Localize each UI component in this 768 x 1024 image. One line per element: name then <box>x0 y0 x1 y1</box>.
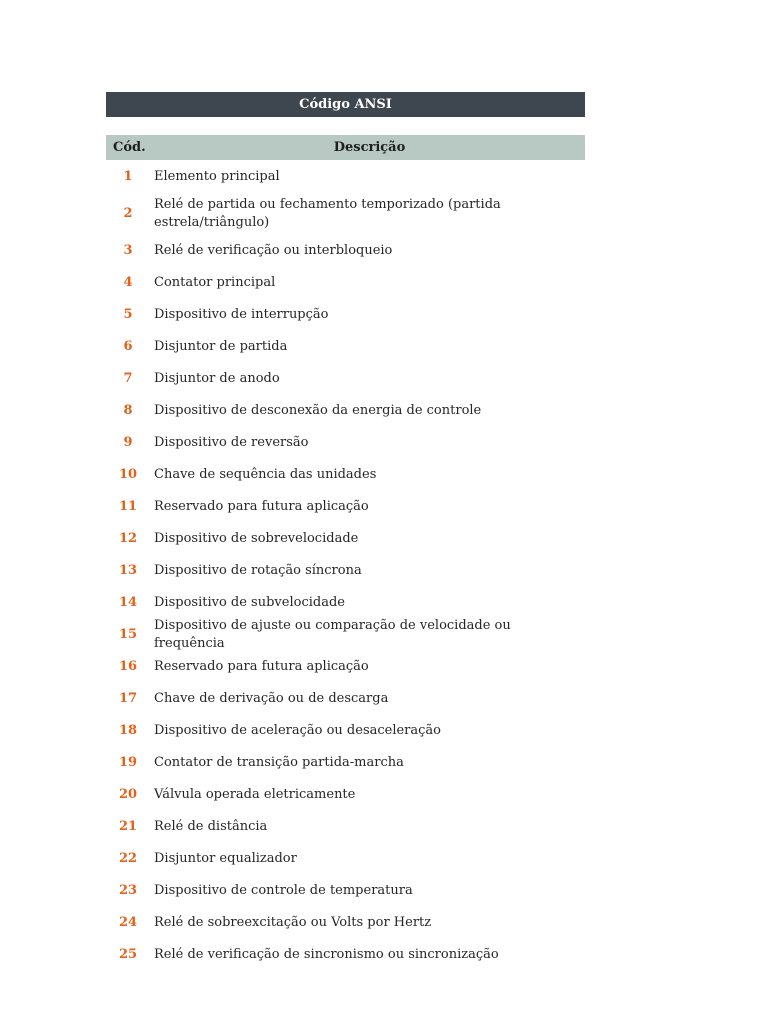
row-code: 24 <box>118 915 138 930</box>
row-description: Reservado para futura aplicação <box>154 499 369 514</box>
row-code: 15 <box>118 627 138 642</box>
row-code: 14 <box>118 595 138 610</box>
row-description: Chave de sequência das unidades <box>154 467 377 482</box>
table-row <box>106 459 585 491</box>
row-code: 18 <box>118 723 138 738</box>
row-code: 10 <box>118 467 138 482</box>
row-code: 25 <box>118 947 138 962</box>
row-description: Contator de transição partida-marcha <box>154 755 404 770</box>
table-row <box>106 267 585 299</box>
row-description: Chave de derivação ou de descarga <box>154 691 389 706</box>
row-code: 2 <box>123 206 133 221</box>
row-code: 7 <box>123 371 133 386</box>
table-row <box>106 683 585 715</box>
row-description: Dispositivo de reversão <box>154 435 309 450</box>
table-row <box>106 619 585 651</box>
row-description: Relé de distância <box>154 819 268 834</box>
row-description: Relé de verificação de sincronismo ou sincronização <box>154 947 499 962</box>
table-row <box>106 875 585 907</box>
table-row <box>106 363 585 395</box>
table-row <box>106 427 585 459</box>
table-row <box>106 331 585 363</box>
row-code: 21 <box>118 819 138 834</box>
table-row <box>106 811 585 843</box>
row-description: Relé de partida ou fechamento temporizado (partida estrela/triângulo) <box>154 197 501 230</box>
row-code: 8 <box>123 403 133 418</box>
table-row <box>106 555 585 587</box>
row-code: 17 <box>118 691 138 706</box>
table-body <box>106 161 585 971</box>
table-row <box>106 939 585 971</box>
row-description: Relé de verificação ou interbloqueio <box>154 243 393 258</box>
table-row <box>106 299 585 331</box>
row-description: Dispositivo de desconexão da energia de controle <box>154 403 482 418</box>
table-row <box>106 491 585 523</box>
table-title: Código ANSI <box>106 92 585 117</box>
row-description: Disjuntor de partida <box>154 339 288 354</box>
row-code: 4 <box>123 275 133 290</box>
table-row <box>106 747 585 779</box>
row-description: Dispositivo de aceleração ou desaceleração <box>154 723 442 738</box>
table-row <box>106 193 585 235</box>
row-code: 20 <box>118 787 138 802</box>
row-description: Dispositivo de sobrevelocidade <box>154 531 359 546</box>
row-description: Elemento principal <box>154 169 280 184</box>
row-code: 13 <box>118 563 138 578</box>
row-description: Disjuntor equalizador <box>154 851 297 866</box>
table-row <box>106 587 585 619</box>
row-code: 22 <box>118 851 138 866</box>
row-code: 11 <box>118 499 138 514</box>
table-row <box>106 843 585 875</box>
row-code: 16 <box>118 659 138 674</box>
table-row <box>106 523 585 555</box>
row-code: 23 <box>118 883 138 898</box>
table-row <box>106 715 585 747</box>
table-row <box>106 161 585 193</box>
table-header <box>106 135 585 160</box>
row-description: Dispositivo de subvelocidade <box>154 595 345 610</box>
row-description: Contator principal <box>154 275 276 290</box>
row-description: Dispositivo de interrupção <box>154 307 329 322</box>
row-description: Válvula operada eletricamente <box>154 787 356 802</box>
row-code: 3 <box>123 243 133 258</box>
table-row <box>106 235 585 267</box>
table-row <box>106 395 585 427</box>
header-description: Descrição <box>333 140 406 155</box>
table-row <box>106 907 585 939</box>
header-code: Cód. <box>113 140 146 155</box>
row-description: Reservado para futura aplicação <box>154 659 369 674</box>
row-code: 6 <box>123 339 133 354</box>
row-description: Disjuntor de anodo <box>154 371 280 386</box>
row-description: Relé de sobreexcitação ou Volts por Hertz <box>154 915 432 930</box>
table-row <box>106 651 585 683</box>
row-description: Dispositivo de ajuste ou comparação de velocidade ou frequência <box>154 618 511 651</box>
row-code: 1 <box>123 169 133 184</box>
row-description: Dispositivo de controle de temperatura <box>154 883 413 898</box>
row-code: 19 <box>118 755 138 770</box>
row-code: 12 <box>118 531 138 546</box>
table-row <box>106 779 585 811</box>
row-code: 5 <box>123 307 133 322</box>
row-code: 9 <box>123 435 133 450</box>
row-description: Dispositivo de rotação síncrona <box>154 563 362 578</box>
